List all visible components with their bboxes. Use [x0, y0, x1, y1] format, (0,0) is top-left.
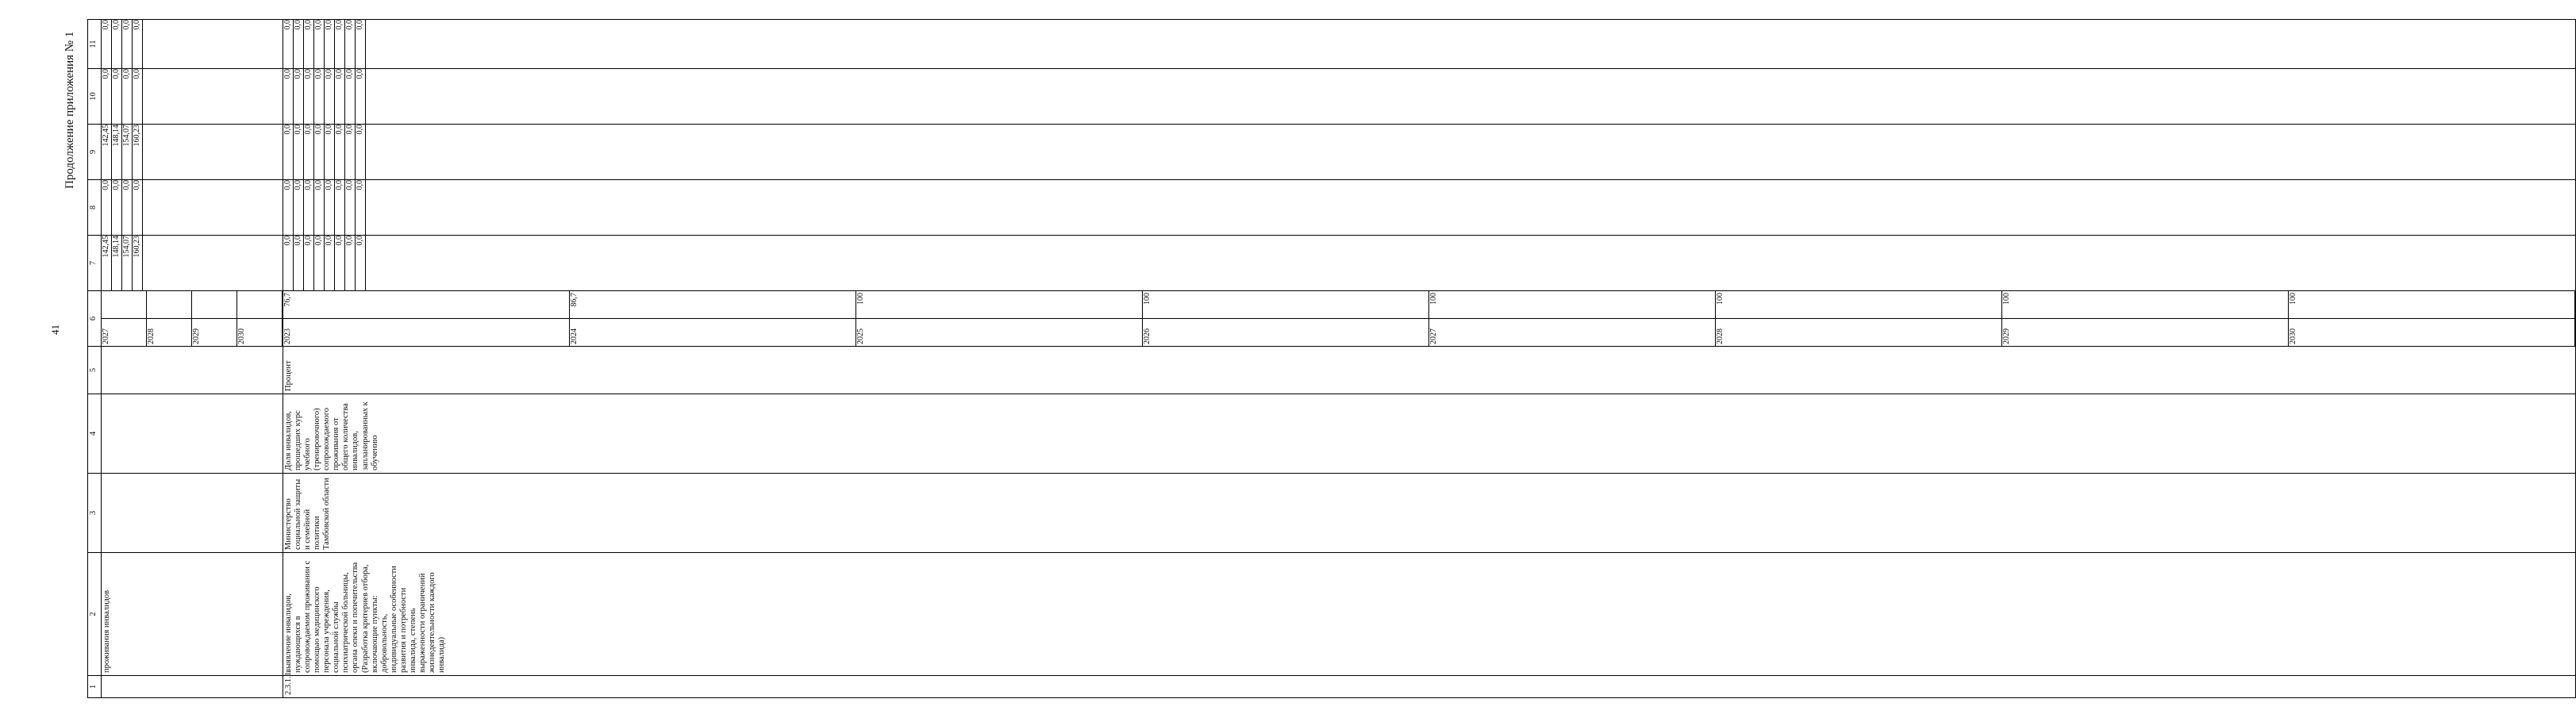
code-cell: 2.3.1.1. [283, 676, 2576, 698]
description-cell: проживания инвалидов [102, 553, 283, 676]
c8-cell: 0,0 0,0 0,0 0,0 [102, 180, 283, 236]
executor-cell: Министерство социальной защиты и семейной политики Тамбовской области [283, 474, 2576, 553]
header-cell: 4 [88, 394, 102, 474]
header-cell: 9 [88, 125, 102, 180]
c10-cell: 0,0 0,0 0,0 0,0 0,0 0,0 0,0 0,0 [283, 69, 2576, 125]
page-number: 41 [49, 324, 61, 335]
c9-cell: 142,45 148,14 154,07 160,23 [102, 125, 283, 180]
indicator-cell [102, 394, 283, 474]
c8-cell: 0,0 0,0 0,0 0,0 0,0 0,0 0,0 0,0 [283, 180, 2576, 236]
description-cell: выявление инвалидов, нуждающихся в сопровождаемом проживании с помощью медицинского персонала учреждения, социальной службы психиатрической больницы, органа опеки и попечительства (Разработка критериев отбора, включающие пункты: добровольность, индивидуальные особенности развития и потребности инвалида, степень выраженности ограничений жизнедеятельности каждого инвалида) [283, 553, 2576, 676]
c11-cell: 0,0 0,0 0,0 0,0 [102, 20, 283, 69]
header-cell: 5 [88, 347, 102, 394]
header-row [88, 20, 102, 698]
c10-cell: 0,0 0,0 0,0 0,0 [102, 69, 283, 125]
table-row [283, 20, 2576, 698]
header-cell: 6 [88, 291, 102, 347]
table-row [102, 20, 283, 698]
header-cell: 7 [88, 236, 102, 291]
header-cell: 3 [88, 474, 102, 553]
indicator-cell: Доля инвалидов, прошедших курс учебного (тренировочного) сопровождаемого проживания от общего количества инвалидов, запланированных к обучению [283, 394, 2576, 474]
unit-cell [102, 347, 283, 394]
header-cell: 10 [88, 69, 102, 125]
c7-cell: 0,0 0,0 0,0 0,0 0,0 0,0 0,0 0,0 [283, 236, 2576, 291]
executor-cell [102, 474, 283, 553]
c7-cell: 142,45 148,14 154,07 160,23 [102, 236, 283, 291]
rotated-table-wrapper [87, 20, 2297, 698]
code-cell [102, 676, 283, 698]
header-cell: 2 [88, 553, 102, 676]
header-cell: 8 [88, 180, 102, 236]
c9-cell: 0,0 0,0 0,0 0,0 0,0 0,0 0,0 0,0 [283, 125, 2576, 180]
unit-cell: Процент [283, 347, 2576, 394]
years-cell: 2023 76,7 2024 86,7 2025 100 2026 100 2027 100 2028 100 2029 100 2030 100 [283, 291, 2576, 347]
header-cell: 1 [88, 676, 102, 698]
years-cell: 2027 2028 2029 2030 [102, 291, 283, 347]
appendix-table [87, 19, 2576, 698]
c11-cell: 0,0 0,0 0,0 0,0 0,0 0,0 0,0 0,0 [283, 20, 2576, 69]
continuation-label: Продолжение приложения № 1 [63, 31, 76, 189]
header-cell: 11 [88, 20, 102, 69]
